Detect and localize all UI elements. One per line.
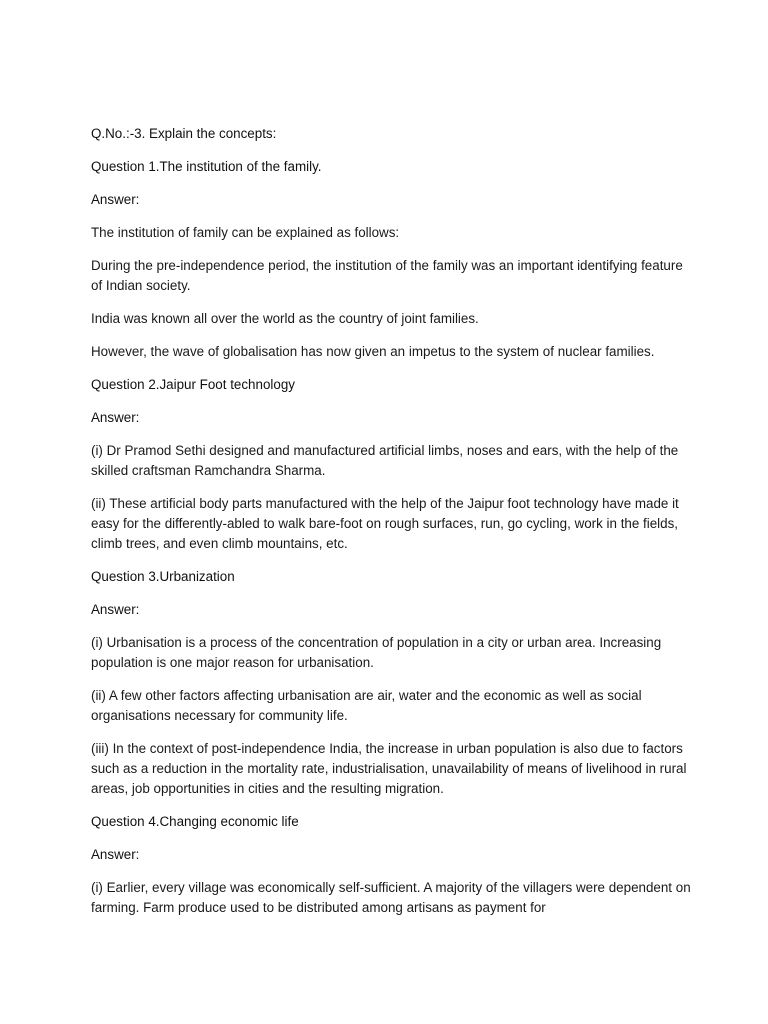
question-1-paragraph: India was known all over the world as the country of joint families.	[91, 311, 479, 326]
question-2-paragraph: (ii) These artificial body parts manufactured with the help of the Jaipur foot technology have made it easy for the differently-abled to walk bare-foot on rough surfaces, run, go cycling, work in the fields, climb trees, and even climb mountains, etc.	[91, 496, 679, 551]
question-1-paragraph: However, the wave of globalisation has now given an impetus to the system of nuclear families.	[91, 344, 655, 359]
question-1-paragraph: The institution of family can be explained as follows:	[91, 225, 400, 240]
question-3-paragraph: (iii) In the context of post-independence India, the increase in urban population is also due to factors such as a reduction in the mortality rate, industrialisation, unavailability of means of livelihood in rural areas, job opportunities in cities and the resulting migration.	[91, 741, 687, 796]
question-3-paragraph: (i) Urbanisation is a process of the concentration of population in a city or urban area. Increasing population is one major reason for urbanisation.	[91, 635, 662, 670]
question-3-answer-label: Answer:	[91, 602, 140, 617]
question-2-answer-label: Answer:	[91, 410, 140, 425]
question-1-answer-label: Answer:	[91, 192, 140, 207]
question-1-title: Question 1.The institution of the family.	[91, 159, 322, 174]
question-4-paragraph: (i) Earlier, every village was economically self-sufficient. A majority of the villagers were dependent on farming. Farm produce used to be distributed among artisans as payment for	[91, 880, 691, 915]
question-3-title: Question 3.Urbanization	[91, 569, 235, 584]
question-3-paragraph: (ii) A few other factors affecting urbanisation are air, water and the economic as well as social organisations necessary for community life.	[91, 688, 642, 723]
question-4-answer-label: Answer:	[91, 847, 140, 862]
question-4-title: Question 4.Changing economic life	[91, 814, 299, 829]
document-page	[91, 124, 691, 918]
question-2-title: Question 2.Jaipur Foot technology	[91, 377, 295, 392]
section-title: Q.No.:-3. Explain the concepts:	[91, 126, 277, 141]
question-1-paragraph: During the pre-independence period, the institution of the family was an important identifying feature of Indian society.	[91, 258, 683, 293]
question-2-paragraph: (i) Dr Pramod Sethi designed and manufactured artificial limbs, noses and ears, with the help of the skilled craftsman Ramchandra Sharma.	[91, 443, 679, 478]
